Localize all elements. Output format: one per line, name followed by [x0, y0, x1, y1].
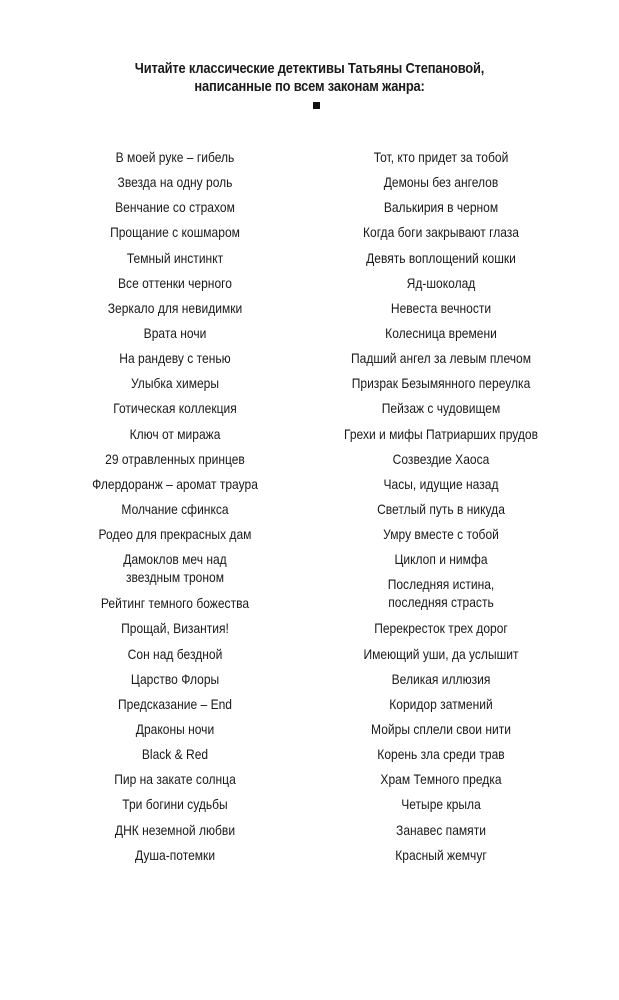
book-title: Дамоклов меч над звездным троном	[123, 551, 227, 586]
book-title: Зеркало для невидимки	[107, 299, 243, 316]
book-title: Звезда на одну роль	[117, 174, 233, 191]
square-bullet-icon	[313, 102, 320, 109]
book-title: Врата ночи	[143, 324, 207, 341]
book-title: Имеющий уши, да услышит	[363, 645, 519, 662]
book-title: Перекресток трех дорог	[374, 620, 508, 637]
book-title: Душа-потемки	[134, 846, 216, 863]
book-title: Яд-шоколад	[406, 274, 476, 291]
book-title: Падший ангел за левым плечом	[350, 350, 532, 367]
book-title: Пейзаж с чудовищем	[381, 400, 501, 417]
page-heading	[43, 60, 575, 96]
book-title: Валькирия в черном	[383, 199, 499, 216]
book-title: ДНК неземной любви	[114, 821, 236, 838]
right-title-list	[291, 148, 591, 871]
book-title: Мойры сплели свои нити	[371, 720, 511, 737]
book-title: Часы, идущие назад	[383, 475, 499, 492]
book-title: Царство Флоры	[130, 670, 220, 687]
book-title: Занавес памяти	[396, 821, 486, 838]
book-title: Темный инстинкт	[126, 249, 224, 266]
book-title: Сон над бездной	[127, 645, 223, 662]
book-title: Циклоп и нимфа	[394, 551, 488, 568]
book-title: Венчание со страхом	[115, 199, 235, 216]
left-title-list	[25, 148, 325, 871]
book-title: В моей руке – гибель	[115, 149, 235, 165]
book-title: Флердоранж – аромат траура	[92, 475, 258, 492]
book-title: Умру вместе с тобой	[383, 526, 499, 543]
book-title: Грехи и мифы Патриарших прудов	[343, 425, 539, 442]
book-title: Великая иллюзия	[391, 670, 491, 687]
book-title: Храм Темного предка	[380, 771, 502, 788]
heading-line-2: написанные по всем законам жанра:	[194, 78, 425, 95]
book-title: Рейтинг темного божества	[100, 595, 250, 612]
book-title: Пир на закате солнца	[114, 771, 236, 788]
book-title: 29 отравленных принцев	[105, 450, 245, 467]
book-title: Четыре крыла	[401, 796, 481, 813]
book-title: Корень зла среди трав	[377, 746, 505, 763]
book-title: Готическая коллекция	[113, 400, 237, 417]
book-title: Красный жемчуг	[395, 846, 487, 863]
book-title: Тот, кто придет за тобой	[373, 149, 509, 165]
book-title: Родео для прекрасных дам	[98, 526, 252, 543]
book-title: На рандеву с тенью	[119, 350, 231, 367]
book-title: Прощай, Византия!	[121, 620, 229, 637]
book-title: Прощание с кошмаром	[110, 224, 240, 241]
book-title: Колесница времени	[385, 324, 497, 341]
book-title: Когда боги закрывают глаза	[362, 224, 520, 241]
book-title: Девять воплощений кошки	[366, 249, 516, 266]
book-title: Все оттенки черного	[118, 274, 232, 291]
book-title: Три богини судьбы	[122, 796, 228, 813]
book-title: Коридор затмений	[389, 695, 493, 712]
book-title: Светлый путь в никуда	[377, 500, 505, 517]
book-title: Созвездие Хаоса	[392, 450, 490, 467]
book-title: Black & Red	[141, 746, 209, 763]
book-title: Ключ от миража	[129, 425, 221, 442]
book-title: Молчание сфинкса	[121, 500, 229, 517]
book-title: Призрак Безымянного переулка	[351, 375, 531, 392]
book-title: Невеста вечности	[390, 299, 492, 316]
heading-line-1: Читайте классические детективы Татьяны Степановой,	[134, 60, 485, 77]
book-title: Улыбка химеры	[130, 375, 220, 392]
book-title: Предсказание – End	[117, 695, 233, 712]
book-title: Драконы ночи	[135, 720, 215, 737]
book-title: Последняя истина, последняя страсть	[387, 576, 495, 611]
book-title: Демоны без ангелов	[383, 174, 499, 191]
